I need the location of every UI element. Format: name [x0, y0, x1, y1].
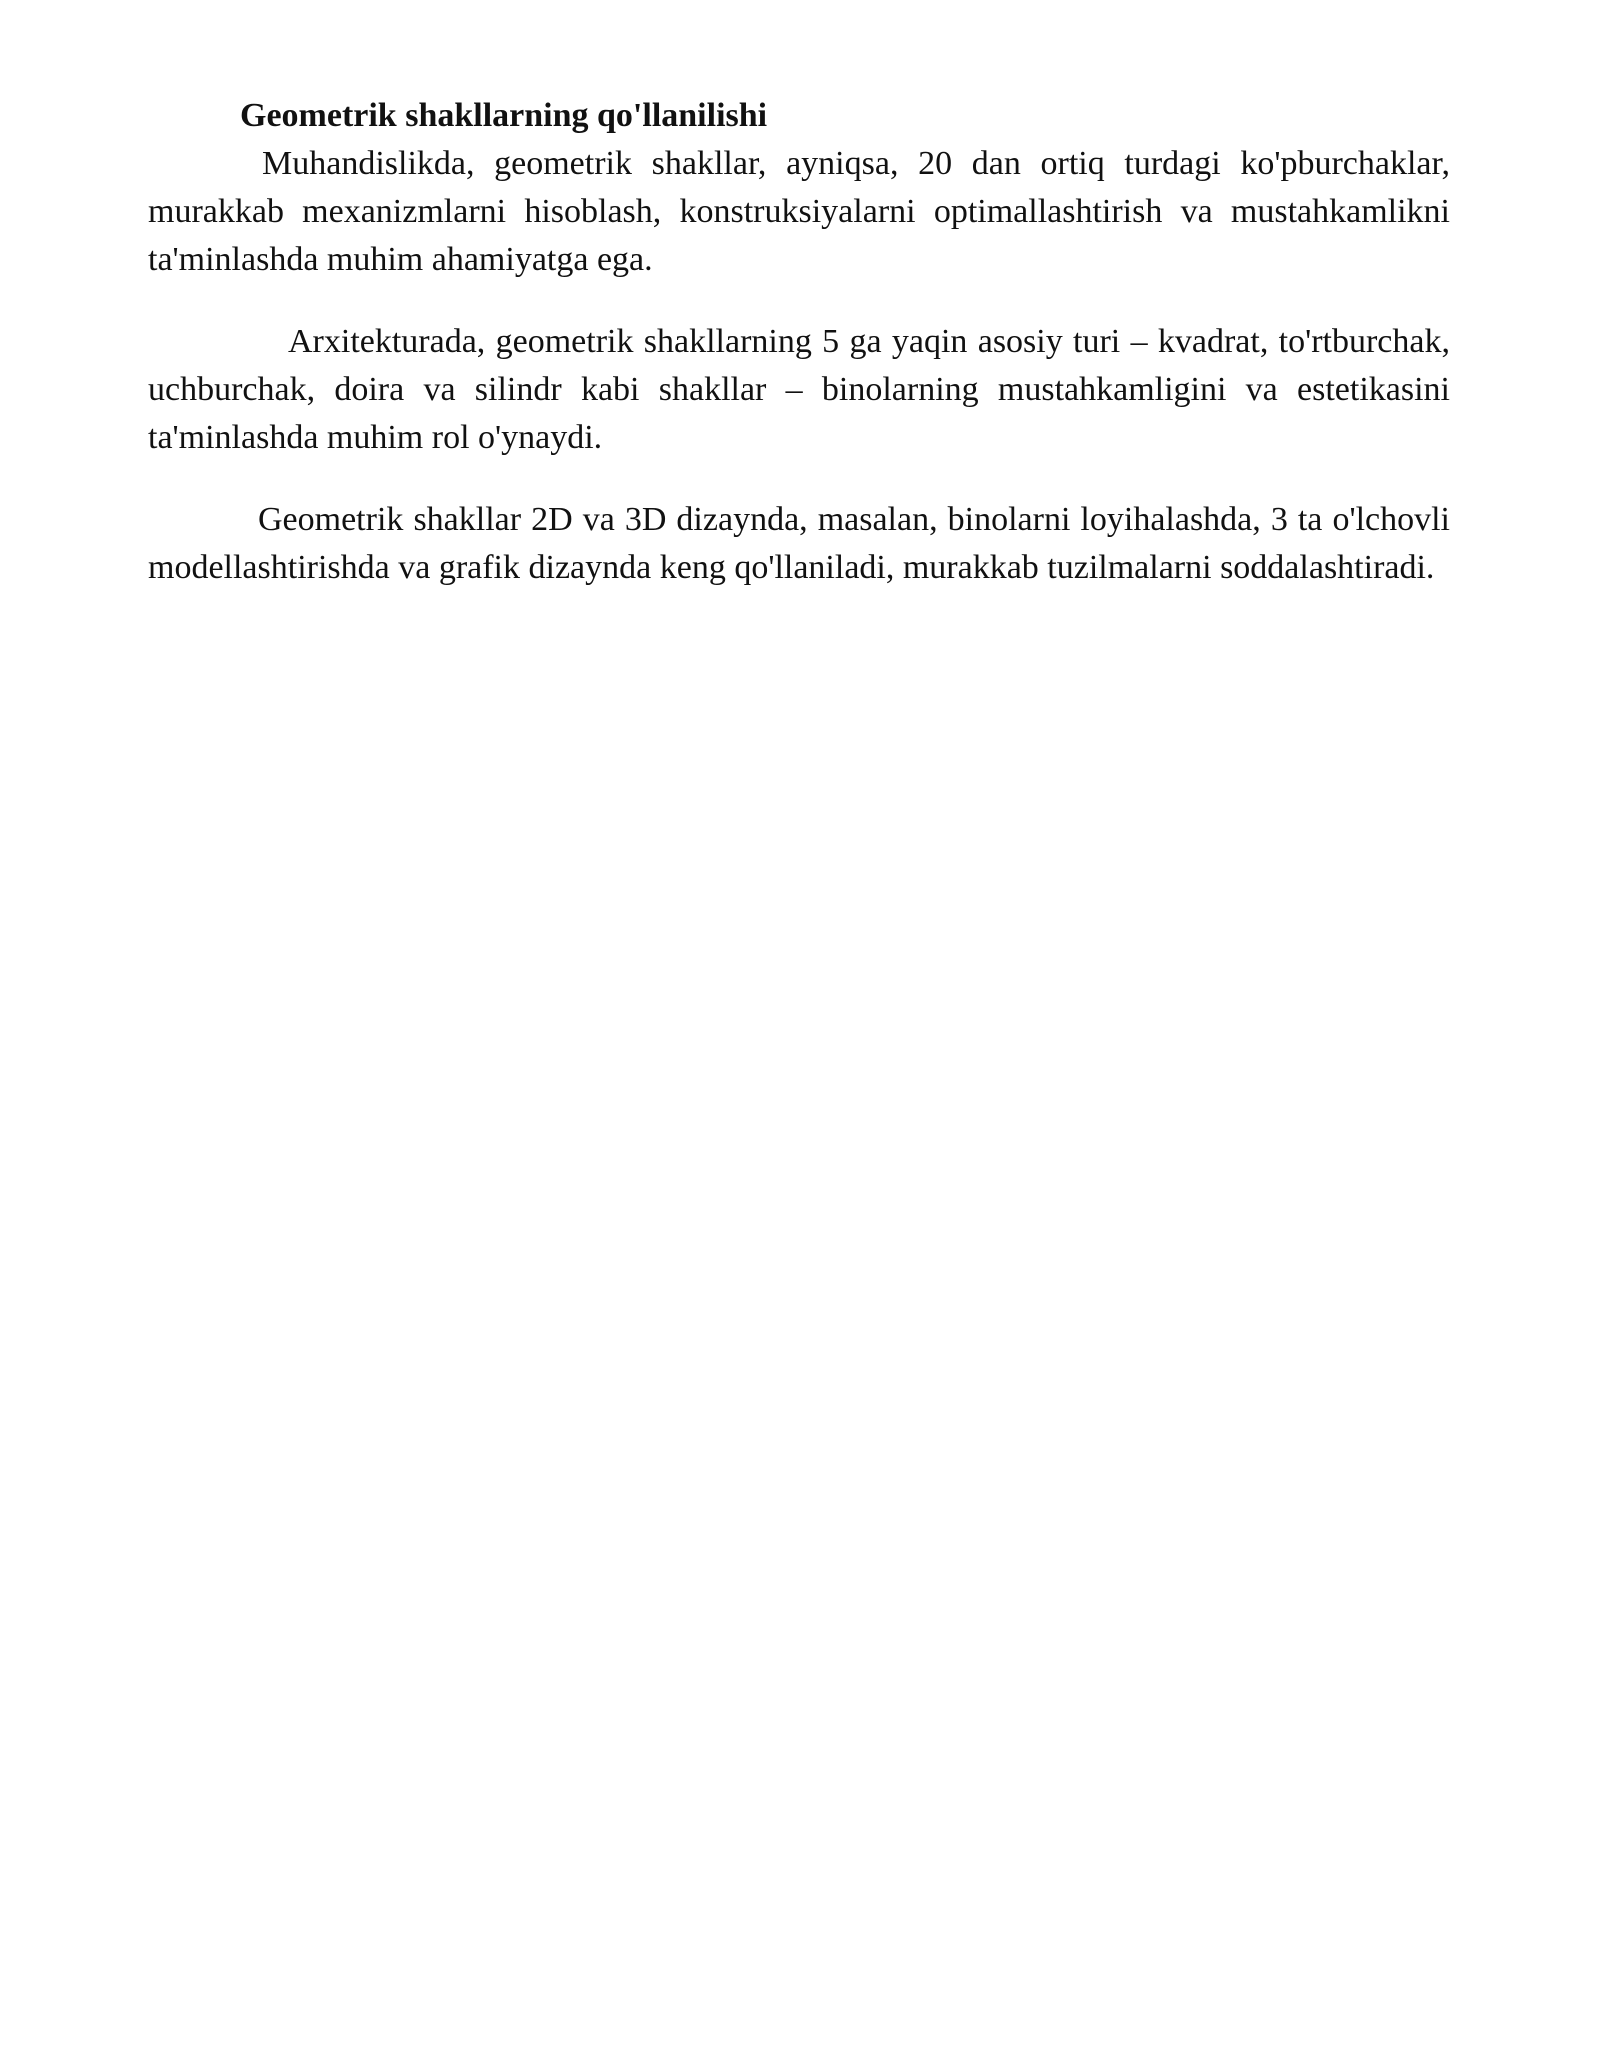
paragraph-engineering: Muhandislikda, geometrik shakllar, ayniqsa, 20 dan ortiq turdagi ko'pburchaklar, murakkab mexanizmlarni hisoblash, konstruksiyalarni optimallashtirish va mustahkamlikni ta'minlashda muhim ahamiyatga ega.: [148, 145, 1450, 278]
document-body: [148, 92, 1450, 592]
paragraph-design: Geometrik shakllar 2D va 3D dizaynda, masalan, binolarni loyihalashda, 3 ta o'lchovli modellashtirishda va grafik dizaynda keng qo'llaniladi, murakkab tuzilmalarni soddalashtiradi.: [148, 501, 1450, 586]
document-title: Geometrik shakllarning qo'llanilishi: [240, 97, 768, 134]
paragraph-architecture: Arxitekturada, geometrik shakllarning 5 ga yaqin asosiy turi – kvadrat, to'rtburchak, uchburchak, doira va silindr kabi shakllar – binolarning mustahkamligini va estetikasini ta'minlashda muhim rol o'ynaydi.: [148, 323, 1450, 456]
